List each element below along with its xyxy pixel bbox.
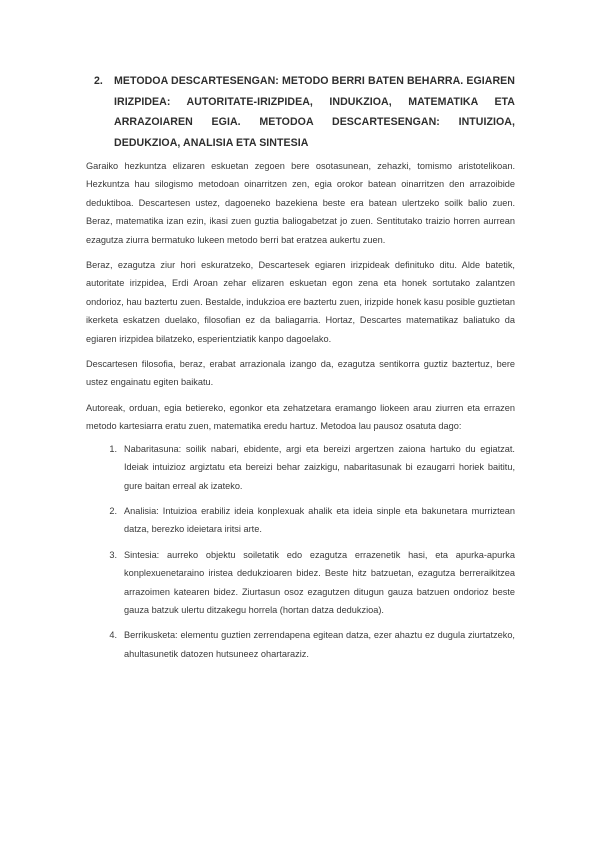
section-number: 2. (94, 75, 103, 87)
paragraph: Descartesen filosofia, beraz, erabat arrazionala izango da, ezagutza sentikorra guztiz baztertuz, bere ustez engainatu egiten baikatu. (86, 359, 515, 388)
section-heading (94, 71, 515, 153)
list-item-number: 3. (109, 549, 117, 560)
list-item-text: Nabaritasuna: soilik nabari, ebidente, argi eta bereizi argertzen zaiona hartuko du egiatzat. Ideiak intuizioz argiztatu eta bereizi behar zaizkigu, nabaritasunak bi ezaugarri horiek baititu, gure baitan erreal ak izateko. (124, 443, 515, 491)
list-item-number: 2. (109, 505, 117, 516)
paragraph: Autoreak, orduan, egia betiereko, egonkor eta zehatzetara eramango liokeen arau ziurren eta errazen metodo kartesiarra eratu zuen, matematika eredu hartuz. Metodoa lau pausoz osatuta dago: (86, 402, 515, 432)
list-item-number: 4. (109, 630, 117, 641)
list-item (86, 502, 515, 539)
list-item-text: Berrikusketa: elementu guztien zerrendapena egitean datza, ezer ahaztu ez dugula ziurtatzeko, ahultasunetik datozen hutsuneez ohartaraziz. (124, 630, 515, 659)
list-item (86, 626, 515, 663)
paragraph: Beraz, ezagutza ziur hori eskuratzeko, Descartesek egiaren irizpideak definituko ditu. Alde batetik, autoritate irizpidea, Erdi Aroan zehar elizaren eskuetan egon zena eta honek sortutako zalantzen ondorioz, hau baztertu zuen. Bestalde, indukzioa ere baztertu zuen, irizpide honek kasu posible guztietan ikerketa eskatzen duelako, filosofian ez da baliagarria. Hortaz, Descartes matematikaz baliatuko da egiaren irizpidea bilatzeko, esperientziatik kanpo dagoelako. (86, 260, 515, 344)
list-item (86, 546, 515, 620)
list-item (86, 440, 515, 495)
method-steps-list (86, 440, 515, 663)
list-item-text: Analisia: Intuizioa erabiliz ideia konplexuak ahalik eta ideia sinple eta bakunetara murriztean datza, berezko ideietara iritsi arte. (124, 505, 515, 535)
list-item-number: 1. (109, 443, 117, 454)
list-item-text: Sintesia: aurreko objektu soiletatik edo ezagutza errazenetik hasi, eta apurka-apurka konplexuenetaraino iristea dedukzioaren bidez. Beste hitz batzuetan, ezagutza berreraikitzea arrazoimen katearen bidez. Ziurtasun osoz ezagutzen ditugun gauza batzuen ondorioz beste gauza batzuk ulertu ditzakegu horrela (hortan datza dedukzioa). (124, 549, 515, 615)
paragraph: Garaiko hezkuntza elizaren eskuetan zegoen bere osotasunean, zehazki, tomismo aristotelikoan. Hezkuntza hau silogismo metodoan oinarritzen zen, egia orokor batean oinarritzen den arrazoibide deduktiboa. Descartesen ustez, dagoeneko bazekiena beste era batean ulertzeko soilk balio zuen. Beraz, matematika izan ezin, ikasi zuen guztia baliogabetzat jo zuen. Sentitutako traizio horren aurrean ezagutza ziurra bermatuko lukeen metodo berri bat eratzea aukertu zuen. (86, 161, 515, 245)
section-title: METODOA DESCARTESENGAN: METODO BERRI BATEN BEHARRA. EGIAREN IRIZPIDEA: AUTORITATE-IRIZPIDEA, INDUKZIOA, MATEMATIKA ETA ARRAZOIAREN EGIA. METODOA DESCARTESENGAN: INTUIZIOA, DEDUKZIOA, ANALISIA ETA SINTESIA (114, 75, 515, 149)
